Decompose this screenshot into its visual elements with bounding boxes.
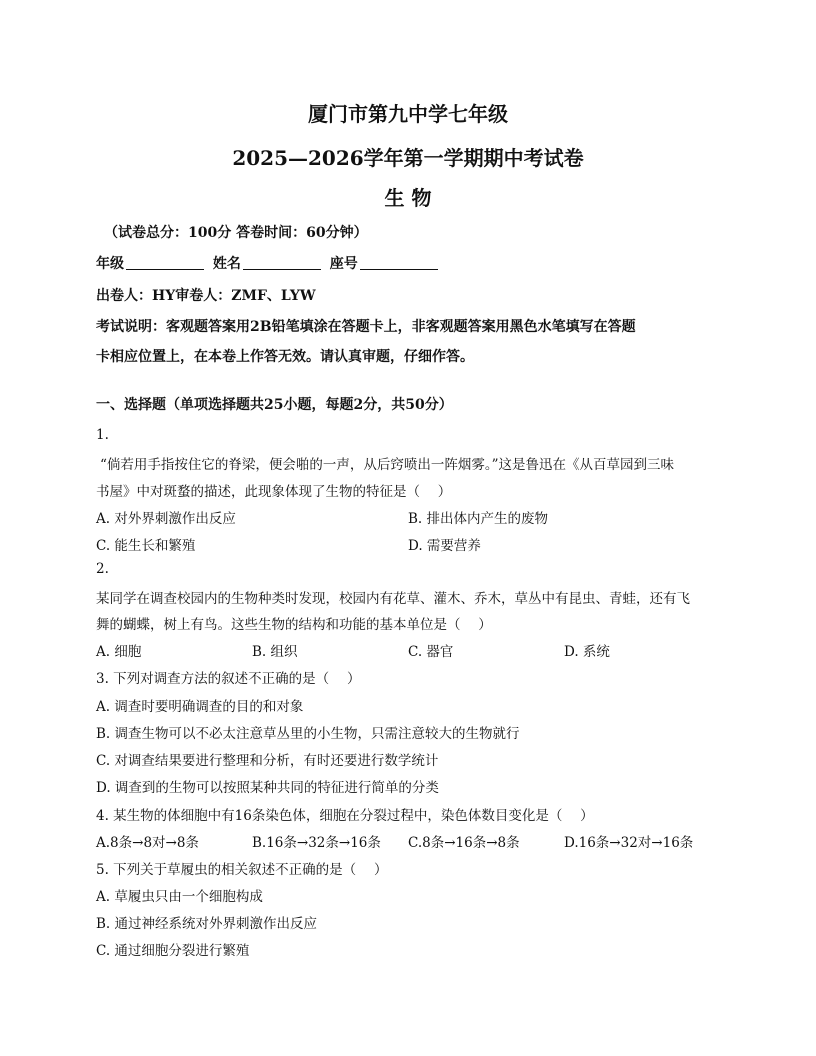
score-time: （试卷总分：100分 答卷时间：60分钟） [104,225,368,241]
term-title: 2025—2026学年第一学期期中考试卷 [232,146,584,170]
authors: 出卷人：HY审卷人：ZMF、LYW [96,288,316,304]
question-stem: 某同学在调查校园内的生物种类时发现，校园内有花草、灌木、乔木，草丛中有昆虫、青蛙，还有飞 [96,591,690,607]
option-c: C. 能生长和繁殖 [96,538,196,554]
exam-notice-2: 卡相应位置上，在本卷上作答无效。请认真审题，仔细作答。 [96,349,474,365]
option-d: D. 系统 [564,644,610,660]
option-c: C.8条→16条→8条 [408,835,520,851]
option-c: C. 对调查结果要进行整理和分析，有时还要进行数学统计 [96,753,439,769]
option-a: A. 对外界刺激作出反应 [96,511,236,527]
question-stem: “倘若用手指按住它的脊梁，便会啪的一声，从后窍喷出一阵烟雾。”这是鲁迅在《从百草园到三味 [100,457,675,473]
seat-blank[interactable] [360,255,438,270]
option-d: D. 调查到的生物可以按照某种共同的特征进行简单的分类 [96,780,439,796]
student-fields [96,253,442,273]
subject-title: 生 物 [384,186,432,210]
option-b: B. 组织 [252,644,298,660]
option-b: B. 调查生物可以不必太注意草丛里的小生物，只需注意较大的生物就行 [96,726,520,742]
question-stem: 舞的蝴蝶，树上有鸟。这些生物的结构和功能的基本单位是（ ） [96,617,492,633]
seat-label: 座号 [329,256,358,272]
question-number: 1. [96,427,109,443]
question-stem: 3. 下列对调查方法的叙述不正确的是（ ） [96,671,361,687]
option-c: C. 通过细胞分裂进行繁殖 [96,943,250,959]
name-blank[interactable] [243,255,321,270]
grade-label: 年级 [96,256,124,272]
option-c: C. 器官 [408,644,454,660]
option-b: B. 通过神经系统对外界刺激作出反应 [96,916,318,932]
option-a: A. 草履虫只由一个细胞构成 [96,889,263,905]
grade-blank[interactable] [126,255,204,270]
option-d: D. 需要营养 [408,538,481,554]
option-d: D.16条→32对→16条 [564,835,694,851]
exam-notice-1: 考试说明：客观题答案用2B铅笔填涂在答题卡上，非客观题答案用黑色水笔填写在答题 [96,319,636,335]
school-title: 厦门市第九中学七年级 [308,102,508,126]
question-stem: 5. 下列关于草履虫的相关叙述不正确的是（ ） [96,862,388,878]
option-b: B. 排出体内产生的废物 [408,511,549,527]
section-heading: 一、选择题（单项选择题共25小题，每题2分，共50分） [96,397,453,413]
option-a: A. 细胞 [96,644,142,660]
option-a: A.8条→8对→8条 [96,835,199,851]
question-number: 2. [96,561,109,577]
option-a: A. 调查时要明确调查的目的和对象 [96,699,304,715]
question-stem: 书屋》中对斑蝥的描述，此现象体现了生物的特征是（ ） [96,484,452,500]
option-b: B.16条→32条→16条 [252,835,381,851]
name-label: 姓名 [212,256,241,272]
question-stem: 4. 某生物的体细胞中有16条染色体，细胞在分裂过程中，染色体数目变化是（ ） [96,808,594,824]
